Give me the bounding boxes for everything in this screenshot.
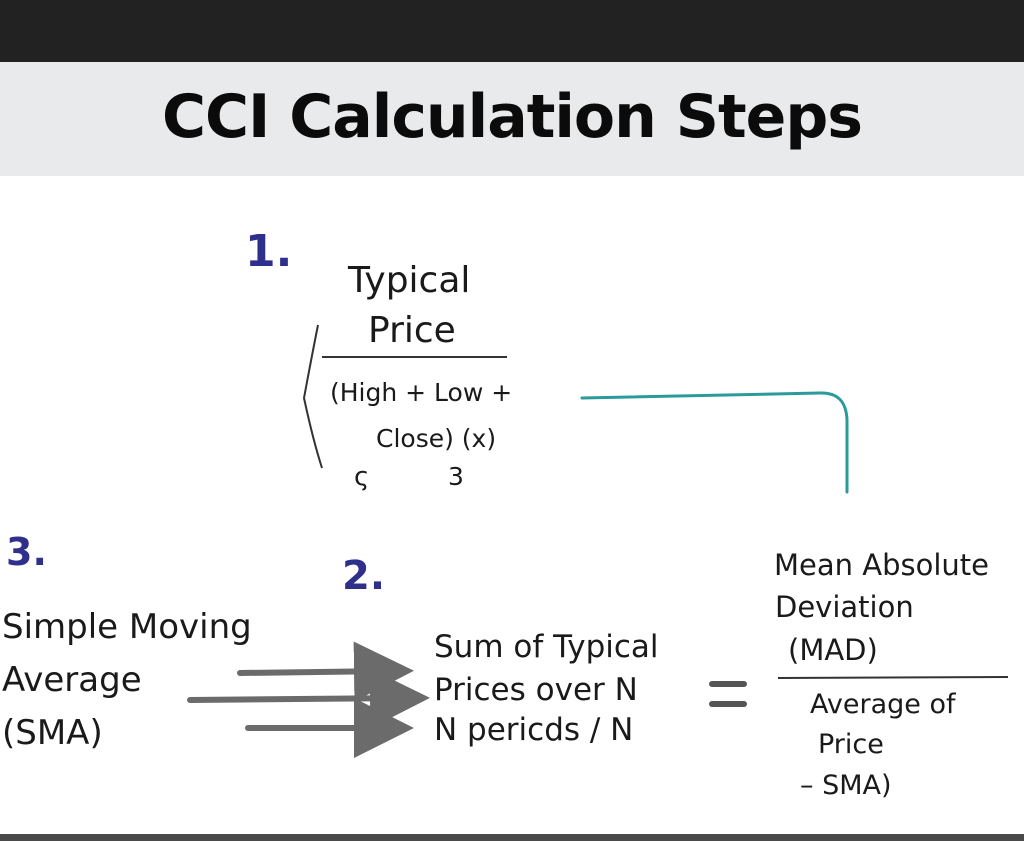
mad-line3: (MAD)	[788, 633, 878, 667]
step1-number: 1.	[245, 226, 293, 277]
bottom-border	[0, 834, 1024, 841]
mad-denom-line1: Average of	[810, 689, 956, 720]
step1-formula-line1: (High + Low +	[330, 378, 513, 407]
step1-brace	[304, 325, 322, 468]
mad-fraction-line	[778, 677, 1008, 678]
step2-line2: Prices over N	[434, 672, 638, 708]
step2-number: 2.	[342, 553, 386, 599]
step1-name-line1: Typical	[348, 260, 471, 301]
step3-line3: (SMA)	[2, 713, 103, 753]
mad-denom-line2: Price	[818, 729, 884, 760]
arrow-middle	[190, 698, 412, 700]
mad-line1: Mean Absolute	[774, 548, 989, 582]
step1-mark: ς	[354, 462, 370, 492]
step1-divisor: 3	[448, 462, 464, 491]
page-title: CCI Calculation Steps	[161, 82, 863, 152]
mad-line2: Deviation	[775, 590, 914, 624]
step2-line1: Sum of Typical	[434, 629, 659, 665]
mad-denom-line3: – SMA)	[800, 770, 892, 801]
step3-line1: Simple Moving	[2, 607, 252, 647]
step1-name-line2: Price	[368, 310, 456, 351]
step3-line2: Average	[2, 660, 142, 700]
step3-number: 3.	[6, 530, 47, 574]
arrow-top	[240, 671, 396, 673]
step2-line3: N pericds / N	[434, 712, 634, 748]
teal-connector	[582, 393, 847, 492]
step1-formula-line2: Close) (x)	[376, 424, 497, 453]
